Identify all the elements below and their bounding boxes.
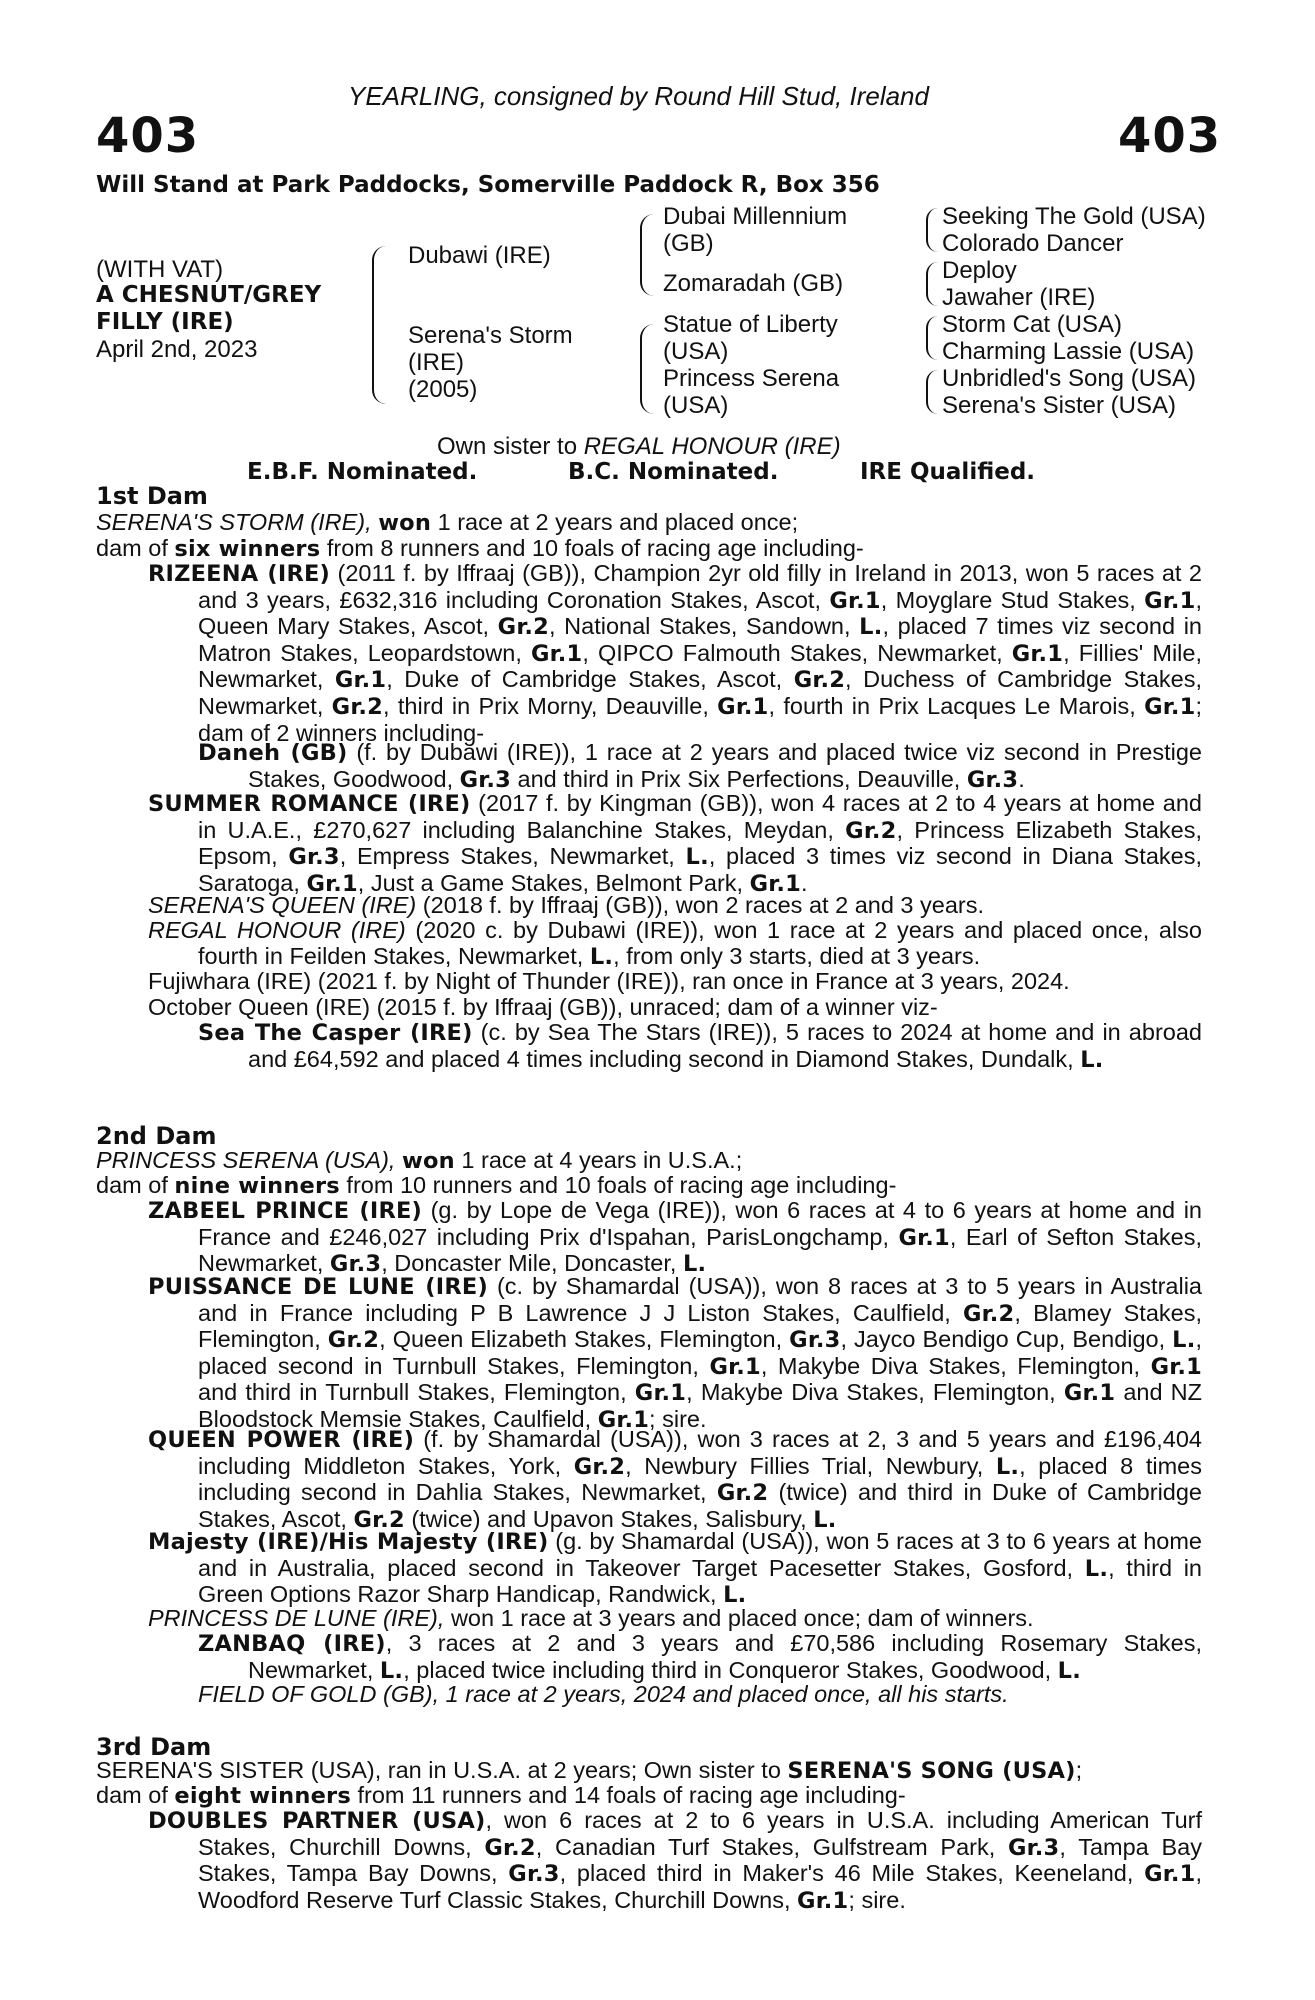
ire-qualified: IRE Qualified. [860,459,1036,485]
rizeena-entry: RIZEENA (IRE) (2011 f. by Iffraaj (GB)), Champion 2yr old filly in Ireland in 2013, won 5 races at 2 and 3 years, £632,316 including Coronation Stakes, Ascot, Gr.1, Moyglare Stud Stakes, Gr.1, Queen Mary Stakes, Ascot, Gr.2, National Stakes, Sandown, L., placed 7 times viz second in Matron Stakes, Leopardstown, Gr.1, QIPCO Falmouth Stakes, Newmarket, Gr.1, Fillies' Mile, Newmarket, Gr.1, Duke of Cambridge Stakes, Ascot, Gr.2, Duchess of Cambridge Stakes, Newmarket, Gr.2, third in Prix Morny, Deauville, Gr.1, fourth in Prix Lacques Le Marois, Gr.1; dam of 2 winners including- [148,560,1203,746]
daneh-entry: Daneh (GB) (f. by Dubawi (IRE)), 1 race at 2 years and placed twice viz second in Prestige Stakes, Goodwood, Gr.3 and third in Prix Six Perfections, Deauville, Gr.3. [198,739,1202,793]
regal-honour-entry: REGAL HONOUR (IRE) (2020 c. by Dubawi (IRE)), won 1 race at 2 years and placed once, also fourth in Feilden Stakes, Newmarket, L., from only 3 starts, died at 3 years. [148,917,1202,970]
pedigree-g3-3b: Charming Lassie (USA) [942,338,1195,365]
pedigree-brace-g3-1 [926,208,938,252]
third-dam-line2: dam of eight winners from 11 runners and 14 foals of racing age including- [96,1782,906,1809]
princess-de-lune-entry: PRINCESS DE LUNE (IRE), won 1 race at 3 years and placed once; dam of winners. [148,1605,1034,1631]
third-dam-heading: 3rd Dam [96,1733,212,1761]
serenas-queen-entry: SERENA'S QUEEN (IRE) (2018 f. by Iffraaj (GB)), won 2 races at 2 and 3 years. [148,892,985,918]
second-dam-heading: 2nd Dam [96,1122,217,1150]
horse-description-line2: FILLY (IRE) [96,309,234,335]
pedigree-dam-line3: (2005) [408,376,478,403]
pedigree-sire: Dubawi (IRE) [408,242,551,269]
first-dam-line2: dam of six winners from 8 runners and 10 foals of racing age including- [96,535,864,562]
pedigree-dam-dam-2: (USA) [663,392,729,419]
pedigree-dam-sire-2: (USA) [663,338,729,365]
ebf-nominated: E.B.F. Nominated. [247,459,478,485]
pedigree-g3-4b: Serena's Sister (USA) [942,392,1176,419]
stand-location: Will Stand at Park Paddocks, Somerville Paddock R, Box 356 [96,172,880,198]
consignment-heading: YEARLING, consigned by Round Hill Stud, Ireland [348,81,929,111]
pedigree-g3-3a: Storm Cat (USA) [942,311,1123,338]
queen-power-entry: QUEEN POWER (IRE) (f. by Shamardal (USA)), won 3 races at 2, 3 and 5 years and £196,404 including Middleton Stakes, York, Gr.2, Newbury Fillies Trial, Newbury, L., placed 8 times including second in Dahlia Stakes, Newmarket, Gr.2 (twice) and third in Duke of Cambridge Stakes, Ascot, Gr.2 (twice) and Upavon Stakes, Salisbury, L. [148,1426,1203,1533]
pedigree-g3-4a: Unbridled's Song (USA) [942,365,1197,392]
second-dam-line2: dam of nine winners from 10 runners and 10 foals of racing age including- [96,1172,897,1199]
doubles-partner-entry: DOUBLES PARTNER (USA), won 6 races at 2 to 6 years in U.S.A. including American Turf Stakes, Churchill Downs, Gr.2, Canadian Turf Stakes, Gulfstream Park, Gr.3, Tampa Bay Stakes, Tampa Bay Downs, Gr.3, placed third in Maker's 46 Mile Stakes, Keeneland, Gr.1, Woodford Reserve Turf Classic Stakes, Churchill Downs, Gr.1; sire. [148,1807,1202,1914]
first-dam-line1: SERENA'S STORM (IRE), won 1 race at 2 years and placed once; [96,509,799,536]
lot-number-left: 403 [96,108,200,164]
puissance-de-lune-entry: PUISSANCE DE LUNE (IRE) (c. by Shamardal (USA)), won 8 races at 3 to 5 years in Australia and in France including P B Lawrence J J Liston Stakes, Caulfield, Gr.2, Blamey Stakes, Flemington, Gr.2, Queen Elizabeth Stakes, Flemington, Gr.3, Jayco Bendigo Cup, Bendigo, L., placed second in Turnbull Stakes, Flemington, Gr.1, Makybe Diva Stakes, Flemington, Gr.1 and third in Turnbull Stakes, Flemington, Gr.1, Makybe Diva Stakes, Flemington, Gr.1 and NZ Bloodstock Memsie Stakes, Caulfield, Gr.1; sire. [148,1273,1202,1433]
field-of-gold-entry: FIELD OF GOLD (GB), 1 race at 2 years, 2024 and placed once, all his starts. [198,1681,1009,1707]
pedigree-brace-dam-line [640,324,654,414]
horse-description-line1: A CHESNUT/GREY [96,282,322,308]
pedigree-sire-sire-2: (GB) [663,230,714,257]
first-dam-heading: 1st Dam [96,482,208,510]
pedigree-g3-1b: Colorado Dancer [942,230,1124,257]
sea-the-casper-entry: Sea The Casper (IRE) (c. by Sea The Stars (IRE)), 5 races to 2024 at home and in abroad and £64,592 and placed 4 times including second in Diamond Stakes, Dundalk, L. [198,1019,1202,1073]
pedigree-dam-line2: (IRE) [408,349,464,376]
pedigree-dam-sire-1: Statue of Liberty [663,311,838,338]
october-queen-entry: October Queen (IRE) (2015 f. by Iffraaj (GB)), unraced; dam of a winner viz- [148,994,938,1020]
vat-note: (WITH VAT) [96,256,224,283]
lot-number-right: 403 [1118,108,1222,164]
pedigree-brace-g3-4 [926,370,938,414]
summer-romance-entry: SUMMER ROMANCE (IRE) (2017 f. by Kingman (GB)), won 4 races at 2 to 4 years at home and in U.A.E., £270,627 including Balanchine Stakes, Meydan, Gr.2, Princess Elizabeth Stakes, Epsom, Gr.3, Empress Stakes, Newmarket, L., placed 3 times viz second in Diana Stakes, Saratoga, Gr.1, Just a Game Stakes, Belmont Park, Gr.1. [148,790,1203,897]
pedigree-g3-2a: Deploy [942,257,1017,284]
pedigree-g3-2b: Jawaher (IRE) [942,284,1096,311]
own-sister-note: Own sister to REGAL HONOUR (IRE) [437,433,841,460]
pedigree-dam-dam-1: Princess Serena [663,365,840,392]
pedigree-brace-sire-line [640,214,654,296]
pedigree-sire-sire-1: Dubai Millennium [663,203,848,230]
zabeel-prince-entry: ZABEEL PRINCE (IRE) (g. by Lope de Vega (IRE)), won 6 races at 4 to 6 years at home and in France and £246,027 including Prix d'Ispahan, ParisLongchamp, Gr.1, Earl of Sefton Stakes, Newmarket, Gr.3, Doncaster Mile, Doncaster, L. [148,1197,1202,1278]
bc-nominated: B.C. Nominated. [568,459,779,485]
pedigree-brace-g3-2 [926,262,938,306]
pedigree-dam-line1: Serena's Storm [408,322,573,349]
second-dam-line1: PRINCESS SERENA (USA), won 1 race at 4 years in U.S.A.; [96,1147,743,1174]
majesty-entry: Majesty (IRE)/His Majesty (IRE) (g. by Shamardal (USA)), won 5 races at 3 to 6 years at home and in Australia, placed second in Takeover Target Pacesetter Stakes, Gosford, L., third in Green Options Razor Sharp Handicap, Randwick, L. [148,1528,1203,1609]
fujiwhara-entry: Fujiwhara (IRE) (2021 f. by Night of Thunder (IRE)), ran once in France at 3 years, 2024. [148,968,1070,994]
zanbaq-entry: ZANBAQ (IRE), 3 races at 2 and 3 years and £70,586 including Rosemary Stakes, Newmarket, L., placed twice including third in Conqueror Stakes, Goodwood, L. [198,1630,1202,1684]
pedigree-brace-sire-dam [372,246,388,404]
pedigree-g3-1a: Seeking The Gold (USA) [942,203,1206,230]
pedigree-sire-dam: Zomaradah (GB) [663,270,844,297]
third-dam-line1: SERENA'S SISTER (USA), ran in U.S.A. at 2 years; Own sister to SERENA'S SONG (USA); [96,1757,1083,1784]
pedigree-brace-g3-3 [926,316,938,360]
foaling-date: April 2nd, 2023 [96,336,258,363]
